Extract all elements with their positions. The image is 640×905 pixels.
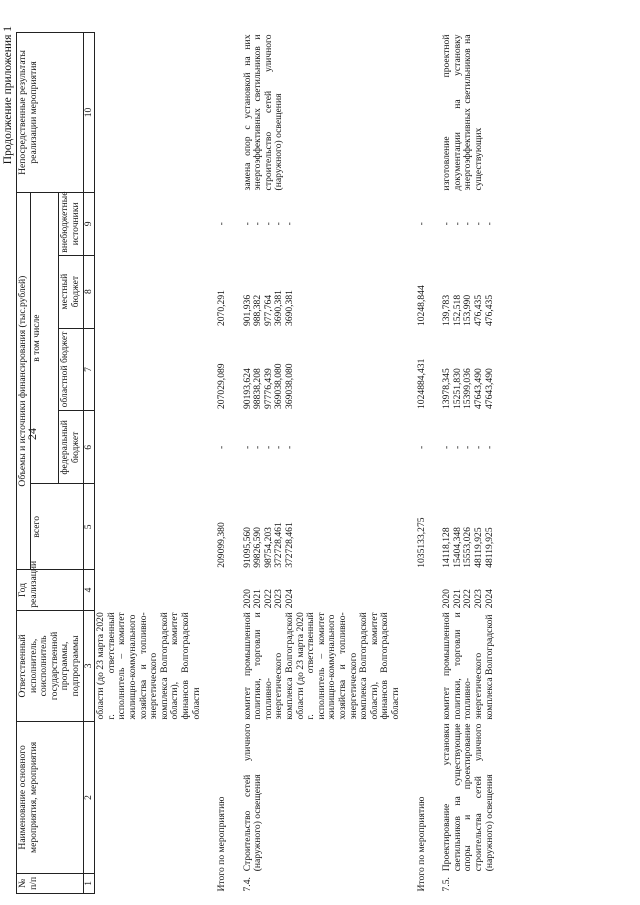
header-incl: в том числе	[30, 192, 59, 483]
year-value: 2023	[273, 589, 285, 609]
federal-value: -	[241, 445, 253, 449]
total-label: Итого по мероприятию	[415, 796, 427, 892]
total-value: 209099,380	[216, 522, 228, 568]
years-cell	[229, 570, 403, 610]
federal-value: -	[441, 445, 453, 449]
regional-value: 15251,830	[451, 368, 463, 409]
total-value: 372728,461	[284, 522, 296, 568]
extra-value: -	[462, 222, 474, 226]
extra-cell	[229, 192, 403, 255]
regional-value: 90193,624	[241, 368, 253, 409]
regional-cell	[428, 328, 496, 411]
table-row-total	[203, 33, 229, 894]
local-value: 153,990	[462, 294, 474, 327]
extra-value: -	[441, 222, 453, 226]
regional-value: 369038,080	[273, 363, 285, 409]
col-number: 6	[83, 411, 95, 484]
total-cell	[428, 484, 496, 570]
year-value: 2021	[451, 589, 463, 609]
extra-value: -	[252, 222, 264, 226]
extra-value: -	[241, 222, 253, 226]
funding-table	[16, 32, 496, 894]
local-cell	[428, 255, 496, 328]
header-extra: внебюджетные источники	[59, 192, 83, 255]
regional-value: 13978,345	[441, 368, 453, 409]
col-number: 7	[83, 328, 95, 411]
year-value: 2021	[252, 589, 264, 609]
total-value: 1035133,275	[415, 517, 427, 568]
year-value: 2023	[472, 589, 484, 609]
local-value: 152,518	[451, 294, 463, 327]
total-value: 372728,461	[273, 522, 285, 568]
federal-value: -	[483, 445, 495, 449]
col-number: 8	[83, 255, 95, 328]
local-value: 139,783	[441, 294, 453, 327]
col-number: 5	[83, 484, 95, 570]
col-number: 10	[83, 33, 95, 193]
federal-value: -	[284, 445, 296, 449]
table-row	[428, 33, 496, 894]
year-value: 2022	[462, 589, 474, 609]
local-value: 988,382	[252, 294, 264, 327]
year-value: 2024	[483, 589, 495, 609]
header-executor: Ответственный исполнитель, соисполнитель государственной программы, подпрограммы	[17, 610, 84, 721]
executor-cell: комитет промышленной политики, торговли и топливно-энергетического комплекса Волгоградской области (до 23 марта 2020 г. ответственный исполнитель – комитет жилищно-коммунального хозяйства и топливно-энергетического комплекса Волгоградской области), комитет финансов Волгоградской области	[241, 612, 401, 720]
total-value: 48119,925	[483, 527, 495, 568]
local-value: 10248,844	[415, 285, 427, 327]
executor-cell: области (до 23 марта 2020 г. ответственный исполнитель – комитет жилищно-коммунального хозяйства и топливно-энергетического комплекса Волгоградской области), комитет финансов Волгоградской области	[95, 612, 202, 720]
regional-cell	[229, 328, 403, 411]
regional-value: 97776,439	[262, 368, 274, 409]
col-number: 4	[83, 570, 95, 610]
header-row-1	[17, 33, 31, 894]
extra-value: -	[284, 222, 296, 226]
table-row-total	[403, 33, 429, 894]
executor-cell: комитет промышленной политики, торговли и топливно-энергетического комплекса Волгоградской	[441, 612, 495, 720]
header-local: местный бюджет	[59, 255, 83, 328]
result-cell: замена опор с установкой на них энергоэффективных светильников и строительство сетей уличного (наружного) освещения	[241, 34, 285, 191]
year-value: 2020	[241, 589, 253, 609]
local-cell	[229, 255, 403, 328]
total-value: 14118,128	[441, 527, 453, 568]
regional-value: 47643,490	[472, 368, 484, 409]
local-value: 977,764	[262, 294, 274, 327]
federal-cell	[428, 411, 496, 484]
header-no: № п/п	[17, 873, 84, 893]
header-year: Год реализации	[17, 570, 84, 610]
total-label: Итого по мероприятию	[216, 796, 228, 892]
total-value: 48119,925	[472, 527, 484, 568]
header-name: Наименование основного мероприятия, мероприятия	[17, 722, 84, 874]
years-cell	[428, 570, 496, 610]
regional-value: 1024884,431	[415, 358, 427, 409]
federal-value: -	[415, 445, 427, 449]
federal-value: -	[462, 445, 474, 449]
regional-value: 98838,208	[252, 368, 264, 409]
total-value: 91095,560	[241, 527, 253, 568]
page-number: 24	[25, 428, 39, 440]
extra-value: -	[262, 222, 274, 226]
continuation-label: Продолжение приложения 1	[2, 26, 14, 165]
header-funding: Объемы и источники финансирования (тыс.рублей)	[17, 192, 31, 569]
extra-value: -	[451, 222, 463, 226]
col-number: 1	[83, 873, 95, 893]
year-value: 2020	[441, 589, 453, 609]
table-row	[229, 33, 403, 894]
regional-value: 15399,036	[462, 368, 474, 409]
federal-value: -	[252, 445, 264, 449]
federal-value: -	[216, 445, 228, 449]
total-cell	[229, 484, 403, 570]
federal-value: -	[451, 445, 463, 449]
measure-name: Строительство сетей уличного (наружного) освещения	[241, 723, 264, 872]
extra-value: -	[483, 222, 495, 226]
extra-value: -	[415, 222, 427, 226]
header-results: Непосредственные результаты реализации мероприятия	[17, 33, 84, 193]
local-value: 476,435	[483, 294, 495, 327]
header-federal: федеральный бюджет	[59, 411, 83, 484]
col-number: 2	[83, 722, 95, 874]
year-value: 2024	[284, 589, 296, 609]
header-total: всего	[30, 484, 83, 570]
row-number: 7.5.	[441, 877, 453, 892]
federal-value: -	[273, 445, 285, 449]
regional-value: 369038,080	[284, 363, 296, 409]
local-value: 2070,291	[216, 290, 228, 327]
extra-value: -	[472, 222, 484, 226]
regional-value: 47643,490	[483, 368, 495, 409]
total-value: 15553,026	[462, 527, 474, 568]
federal-value: -	[472, 445, 484, 449]
table-row-continuation	[95, 33, 203, 894]
row-number: 7.4.	[241, 877, 253, 892]
col-number: 3	[83, 610, 95, 721]
document-sheet	[0, 20, 636, 900]
extra-cell	[428, 192, 496, 255]
total-value: 15404,348	[451, 527, 463, 568]
year-value: 2022	[262, 589, 274, 609]
total-value: 99826,590	[252, 527, 264, 568]
column-number-row	[83, 33, 95, 894]
col-number: 9	[83, 192, 95, 255]
extra-value: -	[216, 222, 228, 226]
local-value: 3690,381	[273, 290, 285, 327]
local-value: 901,936	[241, 294, 253, 327]
regional-value: 207029,089	[216, 363, 228, 409]
result-cell: изготовление проектной документации на установку энергоэффективных светильников на существующих	[441, 34, 484, 191]
federal-cell	[229, 411, 403, 484]
extra-value: -	[273, 222, 285, 226]
local-value: 3690,381	[284, 290, 296, 327]
federal-value: -	[262, 445, 274, 449]
header-regional: областной бюджет	[59, 328, 83, 411]
measure-name: Проектирование установки светильников на существующие опоры и проектирование строительства сетей уличного (наружного) освещения	[441, 723, 495, 872]
local-value: 476,435	[472, 294, 484, 327]
total-value: 98754,203	[262, 527, 274, 568]
